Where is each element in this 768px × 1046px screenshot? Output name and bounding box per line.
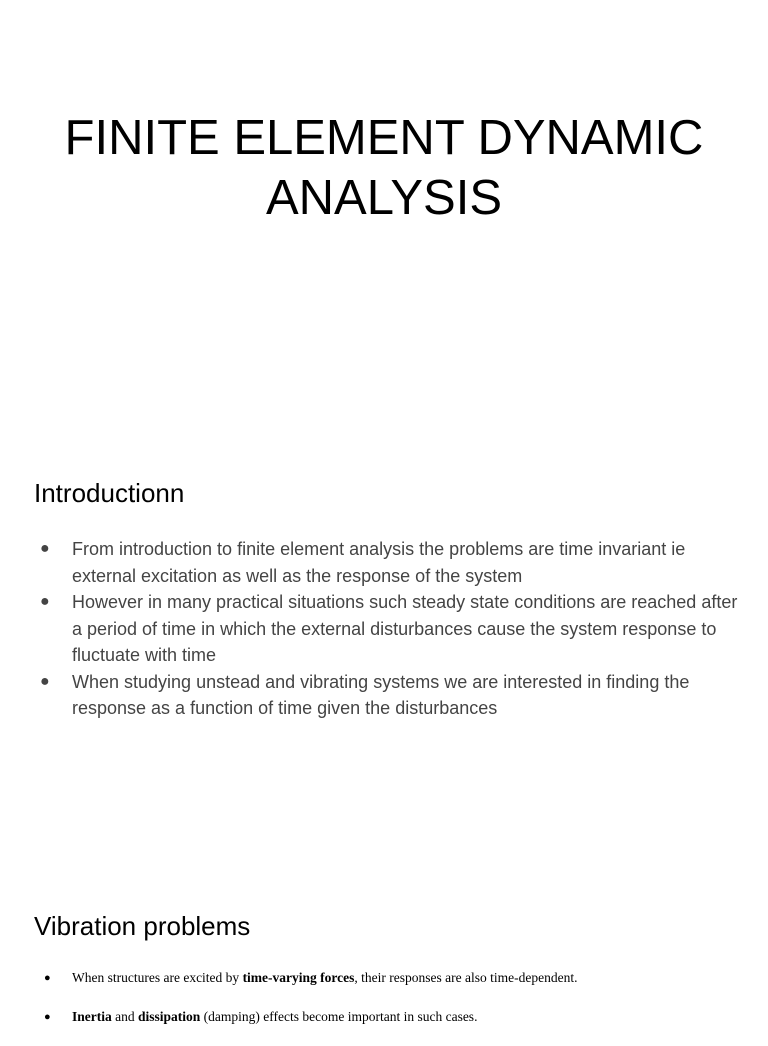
list-item-text: When studying unstead and vibrating systems we are interested in finding the response as a function of time given the disturbances [72,671,690,718]
list-item [34,589,738,669]
vibration-problems-heading: Vibration problems [34,911,251,941]
text-run: When structures are excited by [72,970,243,985]
bullet-icon: ● [40,540,50,557]
document-title-line-2: ANALYSIS [265,171,503,225]
document-title [0,108,768,228]
list-item-text [72,970,577,985]
bullet-icon: ● [40,593,50,610]
vibration-bullet-list [34,968,738,1046]
list-item-text [72,1009,477,1024]
bold-term: dissipation [138,1009,201,1024]
bullet-icon: ● [40,672,50,690]
list-item [34,669,738,722]
introduction-heading: Introductionn [34,478,185,508]
document-title-line-1: FINITE ELEMENT DYNAMIC [64,111,704,165]
bold-term: Inertia [72,1009,112,1024]
list-item [34,968,738,988]
text-run: and [111,1009,138,1024]
text-run: , their responses are also time-dependent. [354,970,578,985]
bullet-icon: ● [44,1011,51,1023]
bold-term: time-varying forces [242,970,355,985]
list-item [34,536,738,589]
list-item-text: However in many practical situations such steady state conditions are reached after a period of time in which the external disturbances cause the system response to fluctuate with time [72,592,738,665]
bullet-icon: ● [44,972,51,984]
list-item-text: From introduction to finite element analysis the problems are time invariant ie external excitation as well as the response of the system [72,539,686,586]
text-run: (damping) effects become important in such cases. [200,1009,478,1024]
list-item [34,1007,738,1027]
introduction-bullet-list [34,536,738,722]
